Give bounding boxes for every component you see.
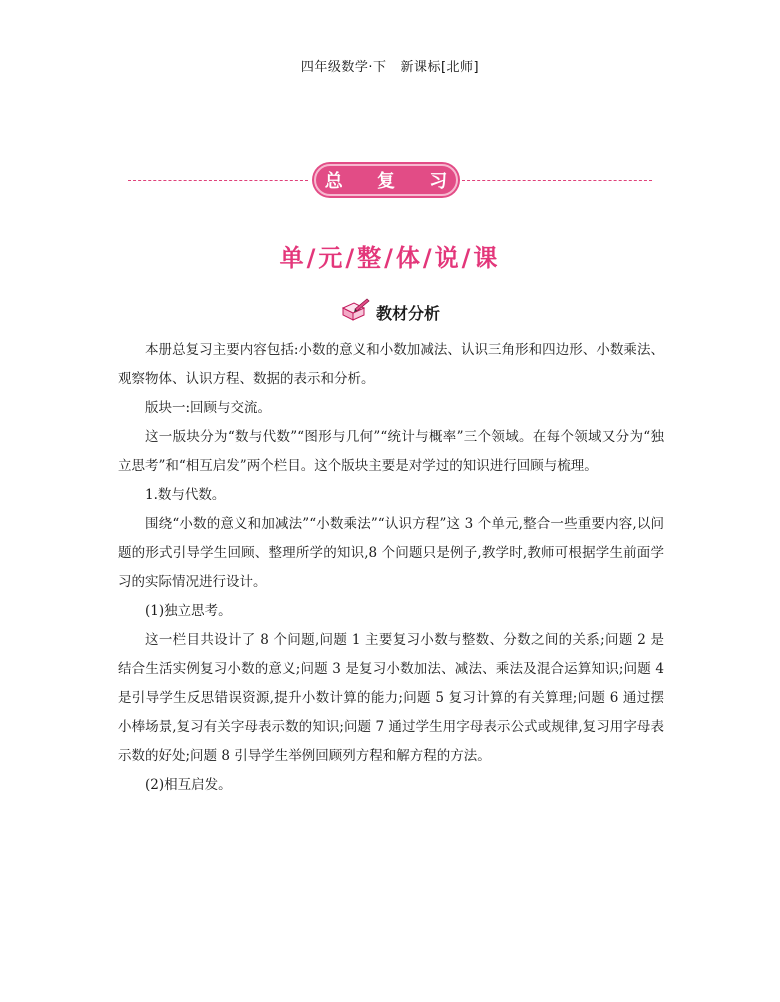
dashed-divider-right xyxy=(462,180,652,181)
sub-heading-label: 教材分析 xyxy=(375,303,440,323)
paragraph-numbers-algebra: 1.数与代数。 xyxy=(145,487,226,503)
paragraph-section-one-desc: 这一版块分为“数与代数”“图形与几何”“统计与概率”三个领域。在每个领域又分为“独立思考”和“相互启发”两个栏目。这个版块主要是对学过的知识进行回顾与梳理。 xyxy=(118,429,664,474)
sub-heading xyxy=(0,298,780,326)
unit-title: 单/元/整/体/说/课 xyxy=(279,244,501,272)
book-pen-icon xyxy=(340,298,370,326)
paragraph-mutual-inspiration: (2)相互启发。 xyxy=(145,777,232,793)
section-title: 总 复 习 xyxy=(324,171,462,192)
section-title-pill xyxy=(314,164,462,196)
header-edition: 新课标[北师] xyxy=(400,60,480,75)
paragraph-independent-thinking-desc: 这一栏目共设计了 8 个问题,问题 1 主要复习小数与整数、分数之间的关系;问题 2 是结合生活实例复习小数的意义;问题 3 是复习小数加法、减法、乘法及混合运算知识;问题 4 是引导学生反思错误资源,提升小数计算的能力;问题 5 复习计算的有关算理;问题 6 通过摆小棒场景,复习有关字母表示数的知识;问题 7 通过学生用字母表示公式或规律,复习用字母表示数的好处;问题 8 引导学生举例回顾列方程和解方程的方法。 xyxy=(118,632,664,764)
paragraph-section-one: 版块一:回顾与交流。 xyxy=(145,400,272,416)
paragraph-numbers-algebra-desc: 围绕“小数的意义和加减法”“小数乘法”“认识方程”这 3 个单元,整合一些重要内容,以问题的形式引导学生回顾、整理所学的知识,8 个问题只是例子,教学时,教师可根据学生前面学习的实际情况进行设计。 xyxy=(118,516,664,590)
page-header xyxy=(0,56,780,75)
body-text xyxy=(118,336,664,800)
paragraph-intro: 本册总复习主要内容包括:小数的意义和小数加减法、认识三角形和四边形、小数乘法、观察物体、认识方程、数据的表示和分析。 xyxy=(118,342,664,387)
header-grade: 四年级数学·下 xyxy=(300,60,387,75)
section-banner xyxy=(128,164,652,198)
paragraph-independent-thinking: (1)独立思考。 xyxy=(145,603,232,619)
dashed-divider-left xyxy=(128,180,308,181)
